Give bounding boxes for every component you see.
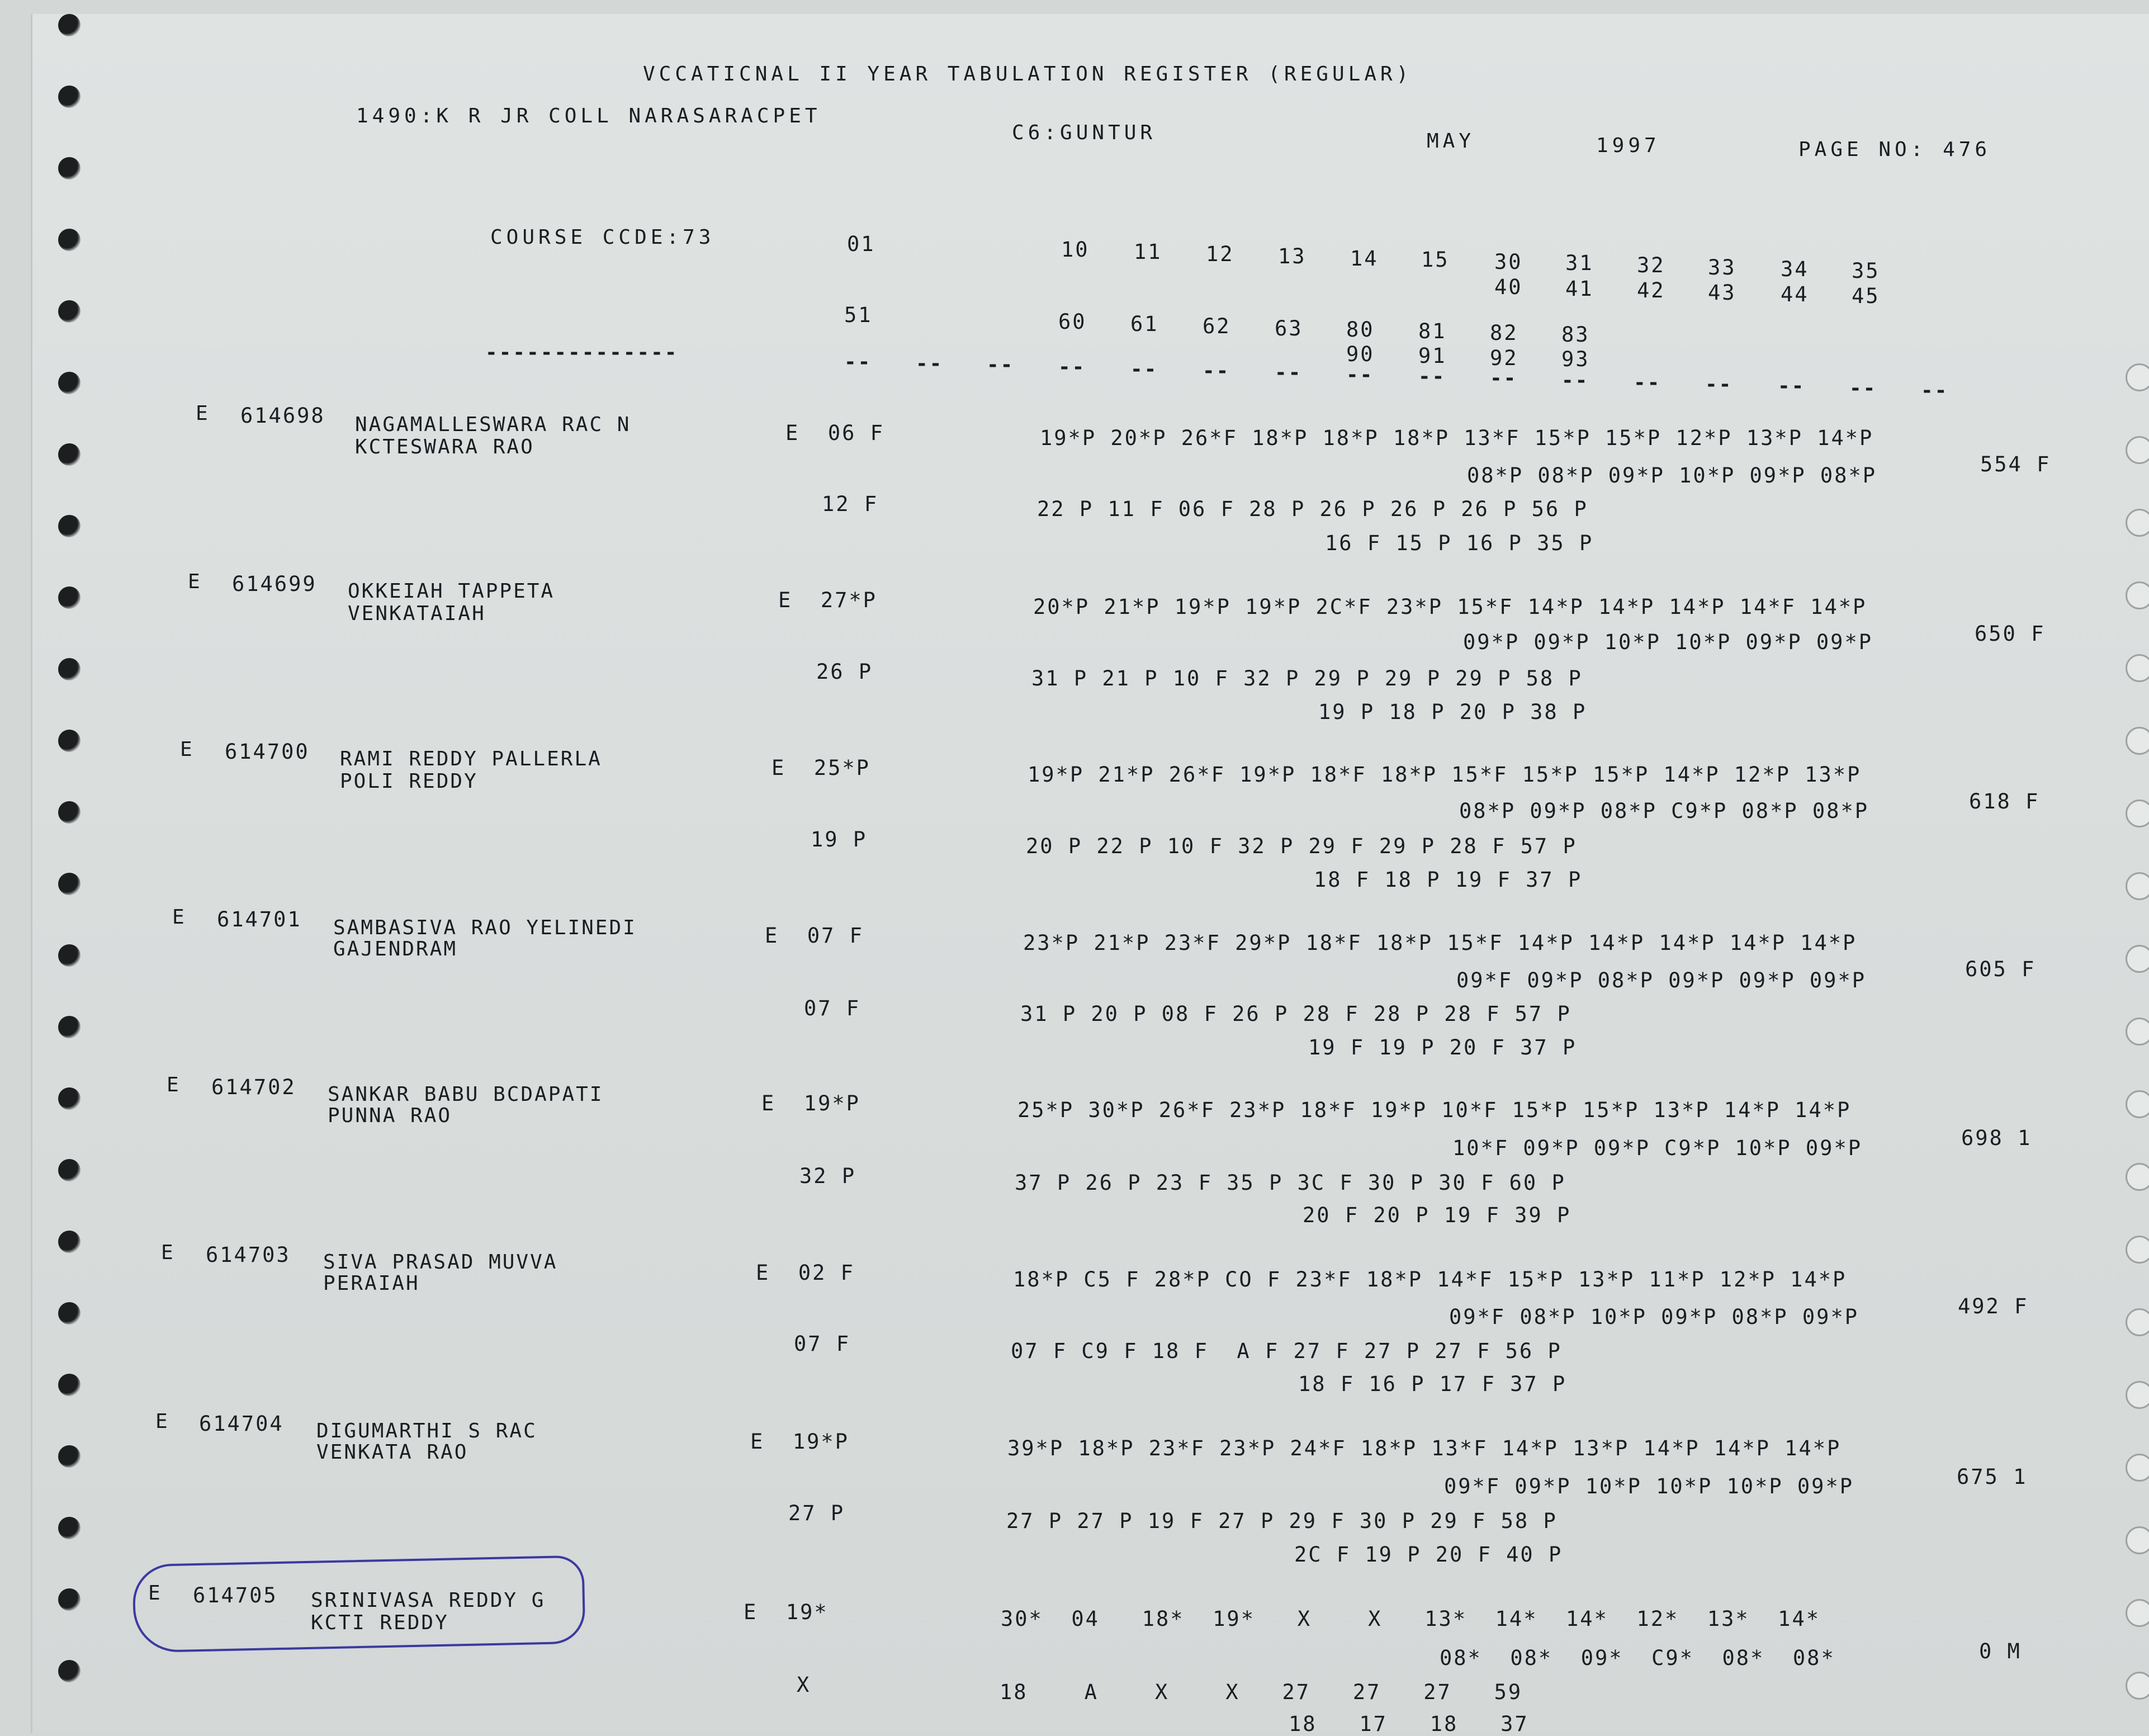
second-subject-mark: 32 P <box>799 1164 856 1188</box>
perforation-hole <box>58 1445 81 1468</box>
parent-name: VENKATA RAO <box>316 1441 468 1464</box>
exam-month: MAY <box>1427 130 1475 153</box>
marks-row: 09*P 09*P 10*P 10*P 09*P 09*P <box>1463 630 1873 654</box>
grand-total: 698 1 <box>1961 1126 2032 1150</box>
parent-name: KCTESWARA RAO <box>355 436 534 458</box>
marks-row: 22 P 11 F 06 F 28 P 26 P 26 P 26 P 56 P <box>1037 497 1588 521</box>
perforation-hole <box>2126 800 2149 827</box>
course-code: COURSE CCDE:73 <box>490 226 715 249</box>
perforation-hole <box>2126 1090 2149 1118</box>
roll-number: 614701 <box>217 907 302 931</box>
student-type: E <box>180 738 194 761</box>
second-subject-mark: X <box>797 1673 811 1697</box>
subject-code: 82 <box>1490 321 1518 345</box>
subject-code: 15 <box>1421 248 1450 272</box>
second-subject-mark: 12 F <box>822 492 879 516</box>
second-subject-mark: 07 F <box>794 1332 851 1356</box>
second-subject-mark: 19 P <box>811 827 868 852</box>
grand-total: 0 M <box>1979 1639 2022 1663</box>
marks-row: 23*P 21*P 23*F 29*P 18*F 18*P 15*F 14*P 14*P 14*P 14*P 14*P <box>1023 931 1857 955</box>
first-subject-mark: E 19*P <box>750 1430 849 1454</box>
marks-row: 2C F 19 P 20 F 40 P <box>1294 1543 1563 1567</box>
exam-year: 1997 <box>1596 134 1660 157</box>
grand-total: 554 F <box>1980 452 2051 476</box>
header-underline: -------------- <box>485 341 679 364</box>
marks-row: 20*P 21*P 19*P 19*P 2C*F 23*P 15*F 14*P 14*P 14*P 14*F 14*P <box>1033 595 1867 619</box>
subject-code: 92 <box>1490 346 1518 370</box>
column-separator: -- <box>1634 371 1662 394</box>
subject-code: 43 <box>1708 281 1736 305</box>
column-separator: -- <box>1705 373 1733 396</box>
column-separator: -- <box>916 352 944 375</box>
tractor-feed-holes <box>0 0 101 1733</box>
perforation-hole <box>2126 727 2149 755</box>
perforation-hole <box>2126 1454 2149 1482</box>
student-type: E <box>172 906 186 929</box>
first-subject-mark: E 27*P <box>778 588 877 612</box>
marks-row: 31 P 20 P 08 F 26 P 28 F 28 P 28 F 57 P <box>1020 1002 1571 1026</box>
right-edge-holes <box>2104 0 2149 1733</box>
column-separator: -- <box>1849 377 1877 400</box>
subject-code: 11 <box>1134 240 1162 264</box>
column-separator: -- <box>1921 379 1949 402</box>
district: C6:GUNTUR <box>1012 121 1157 144</box>
subject-code: 34 <box>1781 257 1809 281</box>
perforation-hole <box>2126 1526 2149 1554</box>
marks-row: 08*P 09*P 08*P C9*P 08*P 08*P <box>1459 799 1869 823</box>
grand-total: 675 1 <box>1957 1465 2028 1489</box>
perforation-hole <box>58 515 81 537</box>
subject-code: 42 <box>1637 278 1665 302</box>
marks-row: 18 17 18 37 <box>1289 1712 1529 1736</box>
subject-code: 35 <box>1852 259 1880 283</box>
perforation-hole <box>58 1517 81 1539</box>
subject-code: 10 <box>1061 238 1090 262</box>
parent-name: POLI REDDY <box>340 770 478 793</box>
grand-total: 492 F <box>1958 1294 2029 1318</box>
perforation-hole <box>2126 654 2149 682</box>
marks-row: 18 A X X 27 27 27 59 <box>1000 1680 1523 1704</box>
perforation-hole <box>58 658 81 680</box>
second-subject-mark: 27 P <box>788 1501 845 1525</box>
perforation-hole <box>58 730 81 752</box>
marks-row: 18*P C5 F 28*P CO F 23*F 18*P 14*F 15*P 13*P 11*P 12*P 14*P <box>1013 1267 1847 1292</box>
student-name: DIGUMARTHI S RAC <box>316 1420 537 1442</box>
subject-code: 40 <box>1494 275 1523 299</box>
perforation-hole <box>2126 363 2149 391</box>
perforation-hole <box>2126 945 2149 973</box>
subject-code: 83 <box>1561 323 1590 347</box>
parent-name: GAJENDRAM <box>333 938 458 961</box>
column-separator: -- <box>1203 360 1230 382</box>
perforation-hole <box>2126 509 2149 537</box>
student-type: E <box>196 402 210 425</box>
parent-name: PERAIAH <box>323 1272 420 1295</box>
marks-row: 18 F 18 P 19 F 37 P <box>1314 868 1583 892</box>
marks-row: 07 F C9 F 18 F A F 27 F 27 P 27 F 56 P <box>1011 1339 1562 1363</box>
perforation-hole <box>58 1660 81 1682</box>
perforation-hole <box>58 14 81 36</box>
column-separator: -- <box>1490 367 1518 390</box>
first-subject-mark: E 06 F <box>785 421 884 445</box>
perforation-hole <box>58 157 81 179</box>
perforation-hole <box>2126 1381 2149 1409</box>
column-separator: -- <box>1561 369 1589 392</box>
column-separator: -- <box>1418 365 1446 388</box>
student-type: E <box>167 1073 181 1096</box>
roll-number: 614698 <box>240 404 325 428</box>
subject-code: 13 <box>1278 244 1307 268</box>
perforation-hole <box>58 1302 81 1325</box>
column-separator: -- <box>844 351 872 373</box>
perforation-hole <box>58 1159 81 1181</box>
page-number: PAGE NO: 476 <box>1798 138 1991 161</box>
perforation-hole <box>2126 1308 2149 1336</box>
student-name: SAMBASIVA RAO YELINEDI <box>333 916 637 939</box>
perforation-hole <box>58 873 81 895</box>
student-type: E <box>188 570 202 593</box>
perforation-hole <box>2126 1163 2149 1191</box>
perforation-hole <box>2126 1236 2149 1264</box>
subject-code: 51 <box>844 303 873 327</box>
marks-row: 19*P 21*P 26*F 19*P 18*F 18*P 15*F 15*P 15*P 14*P 12*P 13*P <box>1028 763 1862 787</box>
subject-code: 93 <box>1561 347 1590 371</box>
register-title: VCCATICNAL II YEAR TABULATION REGISTER (REGULAR) <box>643 63 1413 86</box>
marks-row: 31 P 21 P 10 F 32 P 29 P 29 P 29 P 58 P <box>1031 666 1583 690</box>
grand-total: 650 F <box>1975 622 2046 646</box>
subject-code: 12 <box>1206 242 1234 266</box>
student-name: NAGAMALLESWARA RAC N <box>355 413 631 436</box>
perforation-hole <box>58 1087 81 1110</box>
grand-total: 605 F <box>1965 957 2036 981</box>
perforation-hole <box>58 1374 81 1396</box>
roll-number: 614700 <box>225 740 310 764</box>
column-separator: -- <box>1778 375 1806 398</box>
second-subject-mark: 07 F <box>804 996 861 1020</box>
marks-row: 37 P 26 P 23 F 35 P 3C F 30 P 30 F 60 P <box>1015 1171 1566 1195</box>
subject-code: 63 <box>1275 316 1303 340</box>
column-separator: -- <box>1275 361 1303 384</box>
first-subject-mark: E 02 F <box>756 1261 855 1285</box>
marks-row: 09*F 09*P 10*P 10*P 10*P 09*P <box>1444 1474 1854 1498</box>
roll-number: 614703 <box>206 1243 291 1267</box>
perforation-hole <box>58 586 81 609</box>
perforation-hole <box>2126 1018 2149 1046</box>
first-subject-mark: E 25*P <box>771 756 870 780</box>
student-name: OKKEIAH TAPPETA <box>348 580 555 603</box>
marks-row: 19 P 18 P 20 P 38 P <box>1318 700 1587 724</box>
marks-row: 27 P 27 P 19 F 27 P 29 F 30 P 29 F 58 P <box>1006 1509 1558 1533</box>
first-subject-mark: E 19* <box>744 1600 829 1624</box>
subject-code: 62 <box>1203 314 1231 338</box>
perforation-hole <box>58 300 81 323</box>
marks-row: 18 F 16 P 17 F 37 P <box>1298 1372 1567 1396</box>
perforation-hole <box>58 372 81 394</box>
perforation-hole <box>58 1231 81 1253</box>
perforation-hole <box>58 1016 81 1038</box>
subject-code: 91 <box>1418 344 1447 368</box>
grand-total: 618 F <box>1969 789 2040 813</box>
subject-code: 33 <box>1708 256 1736 280</box>
perforation-hole <box>2126 872 2149 900</box>
subject-code: 32 <box>1637 253 1665 277</box>
college-name: 1490:K R JR COLL NARASARACPET <box>356 105 821 127</box>
subject-code: 60 <box>1058 310 1087 334</box>
marks-row: 10*F 09*P 09*P C9*P 10*P 09*P <box>1452 1136 1863 1160</box>
subject-code: 61 <box>1130 312 1159 336</box>
subject-code: 45 <box>1852 284 1880 308</box>
perforation-hole <box>2126 436 2149 464</box>
column-separator: -- <box>987 353 1015 376</box>
marks-row: 16 F 15 P 16 P 35 P <box>1325 531 1594 555</box>
marks-row: 08* 08* 09* C9* 08* 08* <box>1440 1646 1835 1670</box>
second-subject-mark: 26 P <box>816 660 873 684</box>
student-name: SRINIVASA REDDY G <box>311 1589 546 1612</box>
perforation-hole <box>2126 581 2149 609</box>
marks-row: 09*F 08*P 10*P 09*P 08*P 09*P <box>1449 1305 1859 1329</box>
student-type: E <box>155 1410 169 1433</box>
column-separator: -- <box>1130 358 1158 381</box>
perforation-hole <box>58 1588 81 1611</box>
subject-code: 01 <box>847 232 875 256</box>
roll-number: 614702 <box>211 1075 296 1099</box>
marks-row: 19*P 20*P 26*F 18*P 18*P 18*P 13*F 15*P 15*P 12*P 13*P 14*P <box>1040 426 1874 450</box>
student-name: SANKAR BABU BCDAPATI <box>328 1083 604 1106</box>
marks-row: 20 P 22 P 10 F 32 P 29 F 29 P 28 F 57 P <box>1026 834 1577 858</box>
subject-code: 80 <box>1346 318 1375 342</box>
subject-code: 41 <box>1565 277 1594 301</box>
perforation-hole <box>2126 1672 2149 1700</box>
perforation-hole <box>2126 1599 2149 1627</box>
student-type: E <box>148 1582 162 1605</box>
marks-row: 39*P 18*P 23*F 23*P 24*F 18*P 13*F 14*P 13*P 14*P 14*P 14*P <box>1007 1436 1842 1460</box>
subject-code: 30 <box>1494 250 1523 274</box>
column-separator: -- <box>1346 363 1374 386</box>
roll-number: 614699 <box>232 572 317 596</box>
first-subject-mark: E 07 F <box>765 924 864 948</box>
subject-code: 81 <box>1418 319 1447 343</box>
marks-row: 19 F 19 P 20 F 37 P <box>1308 1035 1577 1059</box>
roll-number: 614704 <box>199 1412 284 1436</box>
perforation-hole <box>58 443 81 466</box>
parent-name: KCTI REDDY <box>311 1611 449 1634</box>
parent-name: PUNNA RAO <box>328 1104 452 1127</box>
subject-code: 90 <box>1346 342 1375 366</box>
student-name: RAMI REDDY PALLERLA <box>340 748 602 770</box>
column-separator: -- <box>1058 356 1086 379</box>
marks-row: 20 F 20 P 19 F 39 P <box>1303 1203 1571 1227</box>
perforation-hole <box>58 801 81 824</box>
perforation-hole <box>58 86 81 108</box>
student-name: SIVA PRASAD MUVVA <box>323 1251 558 1274</box>
perforation-hole <box>58 944 81 967</box>
marks-row: 25*P 30*P 26*F 23*P 18*F 19*P 10*F 15*P 15*P 13*P 14*P 14*P <box>1017 1098 1852 1122</box>
marks-row: 08*P 08*P 09*P 10*P 09*P 08*P <box>1467 463 1877 488</box>
first-subject-mark: E 19*P <box>761 1091 860 1115</box>
subject-code: 44 <box>1781 282 1809 306</box>
marks-row: 30* 04 18* 19* X X 13* 14* 14* 12* 13* 14* <box>1001 1607 1821 1631</box>
marks-row: 09*F 09*P 08*P 09*P 09*P 09*P <box>1456 968 1867 992</box>
parent-name: VENKATAIAH <box>348 602 486 625</box>
subject-code: 31 <box>1565 251 1594 275</box>
student-type: E <box>161 1241 175 1264</box>
subject-code: 14 <box>1350 247 1379 271</box>
perforation-hole <box>58 229 81 251</box>
roll-number: 614705 <box>193 1583 278 1607</box>
